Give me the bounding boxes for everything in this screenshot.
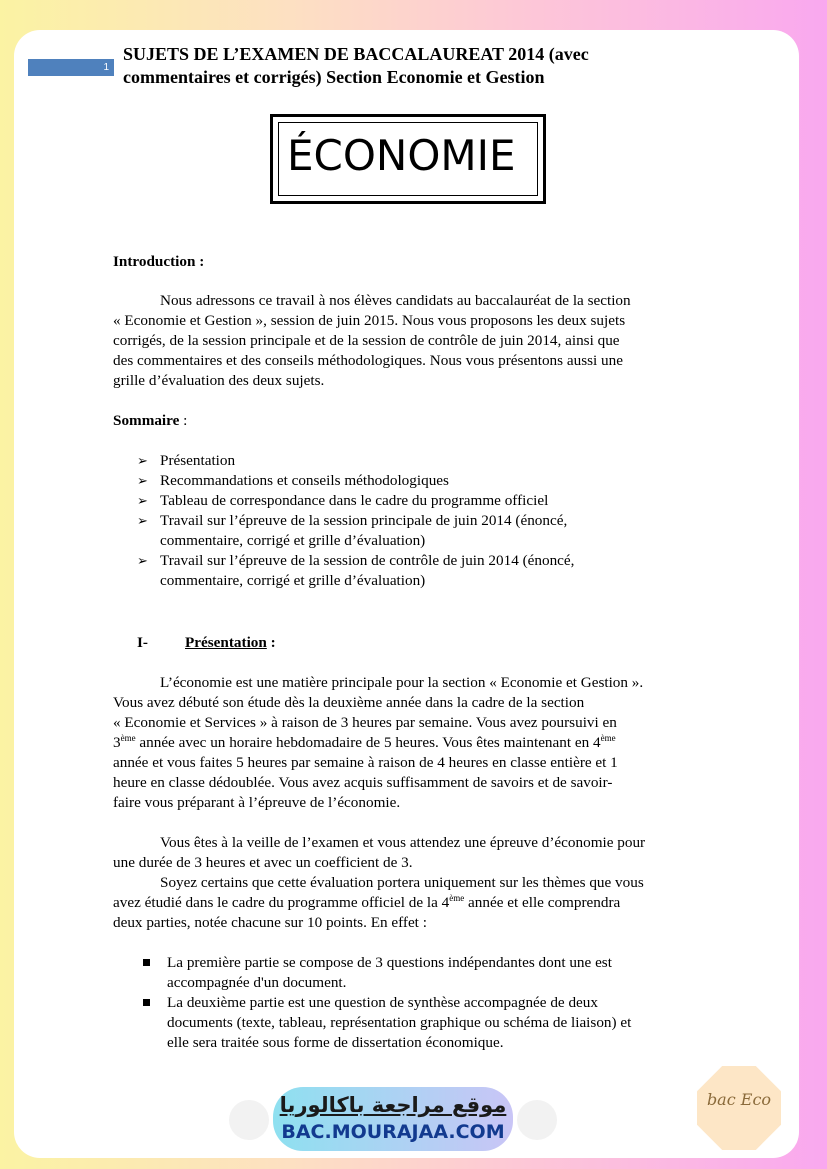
site-name-arabic[interactable]: موقع مراجعة باكالوريا: [279, 1093, 507, 1117]
arrow-bullet-icon: ➢: [137, 473, 148, 488]
sommaire-item: Travail sur l’épreuve de la session de contrôle de juin 2014 (énoncé,: [160, 552, 575, 569]
paragraph-line: Soyez certains que cette évaluation portera uniquement sur les thèmes que vous: [160, 874, 644, 891]
document-header: [123, 43, 763, 89]
section-heading: Présentation :: [185, 634, 276, 651]
page-number: 1: [28, 59, 114, 76]
intro-line: Nous adressons ce travail à nos élèves candidats au baccalauréat de la section: [160, 292, 631, 309]
paragraph-line: 3ème année avec un horaire hebdomadaire de 5 heures. Vous êtes maintenant en 4ème: [113, 733, 616, 751]
arrow-bullet-icon: ➢: [137, 553, 148, 568]
site-url[interactable]: BAC.MOURAJAA.COM: [281, 1121, 505, 1143]
paragraph-line: deux parties, notée chacune sur 10 points. En effet :: [113, 914, 427, 931]
bac-eco-badge-text: bac Eco: [706, 1090, 772, 1109]
sommaire-item: Recommandations et conseils méthodologiques: [160, 472, 449, 489]
bullet-line: elle sera traitée sous forme de dissertation économique.: [167, 1034, 504, 1051]
intro-line: « Economie et Gestion », session de juin 2015. Nous vous proposons les deux sujets: [113, 312, 626, 329]
arrow-bullet-icon: ➢: [137, 513, 148, 528]
intro-line: des commentaires et des conseils méthodologiques. Nous vous présentons aussi une: [113, 352, 623, 369]
square-bullet-icon: [143, 999, 150, 1006]
paragraph-line: faire vous préparant à l’épreuve de l’économie.: [113, 794, 401, 811]
square-bullet-icon: [143, 959, 150, 966]
site-banner[interactable]: [273, 1087, 513, 1151]
bullet-line: La deuxième partie est une question de synthèse accompagnée de deux: [167, 994, 598, 1011]
sommaire-item: commentaire, corrigé et grille d’évaluation): [160, 532, 426, 549]
sommaire-item: commentaire, corrigé et grille d’évaluation): [160, 572, 426, 589]
paragraph-line: « Economie et Services » à raison de 3 heures par semaine. Vous avez poursuivi en: [113, 714, 617, 731]
intro-heading: Introduction :: [113, 253, 205, 270]
paragraph-line: une durée de 3 heures et avec un coefficient de 3.: [113, 854, 413, 871]
paragraph-line: Vous êtes à la veille de l’examen et vous attendez une épreuve d’économie pour: [160, 834, 646, 851]
bullet-line: accompagnée d'un document.: [167, 974, 347, 991]
paragraph-line: L’économie est une matière principale pour la section « Economie et Gestion ».: [160, 674, 644, 691]
arrow-bullet-icon: ➢: [137, 493, 148, 508]
site-logo-icon: [517, 1100, 557, 1140]
sommaire-item: Présentation: [160, 452, 236, 469]
sommaire-item: Travail sur l’épreuve de la session principale de juin 2014 (énoncé,: [160, 512, 568, 529]
bullet-line: documents (texte, tableau, représentation graphique ou schéma de liaison) et: [167, 1014, 632, 1031]
page-title: ÉCONOMIE: [287, 131, 516, 180]
arrow-bullet-icon: ➢: [137, 453, 148, 468]
header-line-2: commentaires et corrigés) Section Economie et Gestion: [123, 67, 545, 87]
header-line-1: SUJETS DE L’EXAMEN DE BACCALAUREAT 2014 (avec: [123, 44, 589, 64]
sommaire-item: Tableau de correspondance dans le cadre du programme officiel: [160, 492, 549, 509]
intro-line: grille d’évaluation des deux sujets.: [113, 372, 325, 389]
paragraph-line: année et vous faites 5 heures par semaine à raison de 4 heures en classe entière et 1: [113, 754, 618, 771]
paragraph-line: avez étudié dans le cadre du programme officiel de la 4ème année et elle comprendra: [113, 893, 621, 911]
paragraph-line: Vous avez débuté son étude dès la deuxième année dans la cadre de la section: [113, 694, 585, 711]
bullet-line: La première partie se compose de 3 questions indépendantes dont une est: [167, 954, 612, 971]
site-logo-icon: [229, 1100, 269, 1140]
section-number: I-: [137, 634, 148, 651]
intro-line: corrigés, de la session principale et de la session de contrôle de juin 2014, ainsi que: [113, 332, 620, 349]
paragraph-line: heure en classe dédoublée. Vous avez acquis suffisamment de savoirs et de savoir-: [113, 774, 613, 791]
sommaire-heading: Sommaire :: [113, 412, 188, 429]
